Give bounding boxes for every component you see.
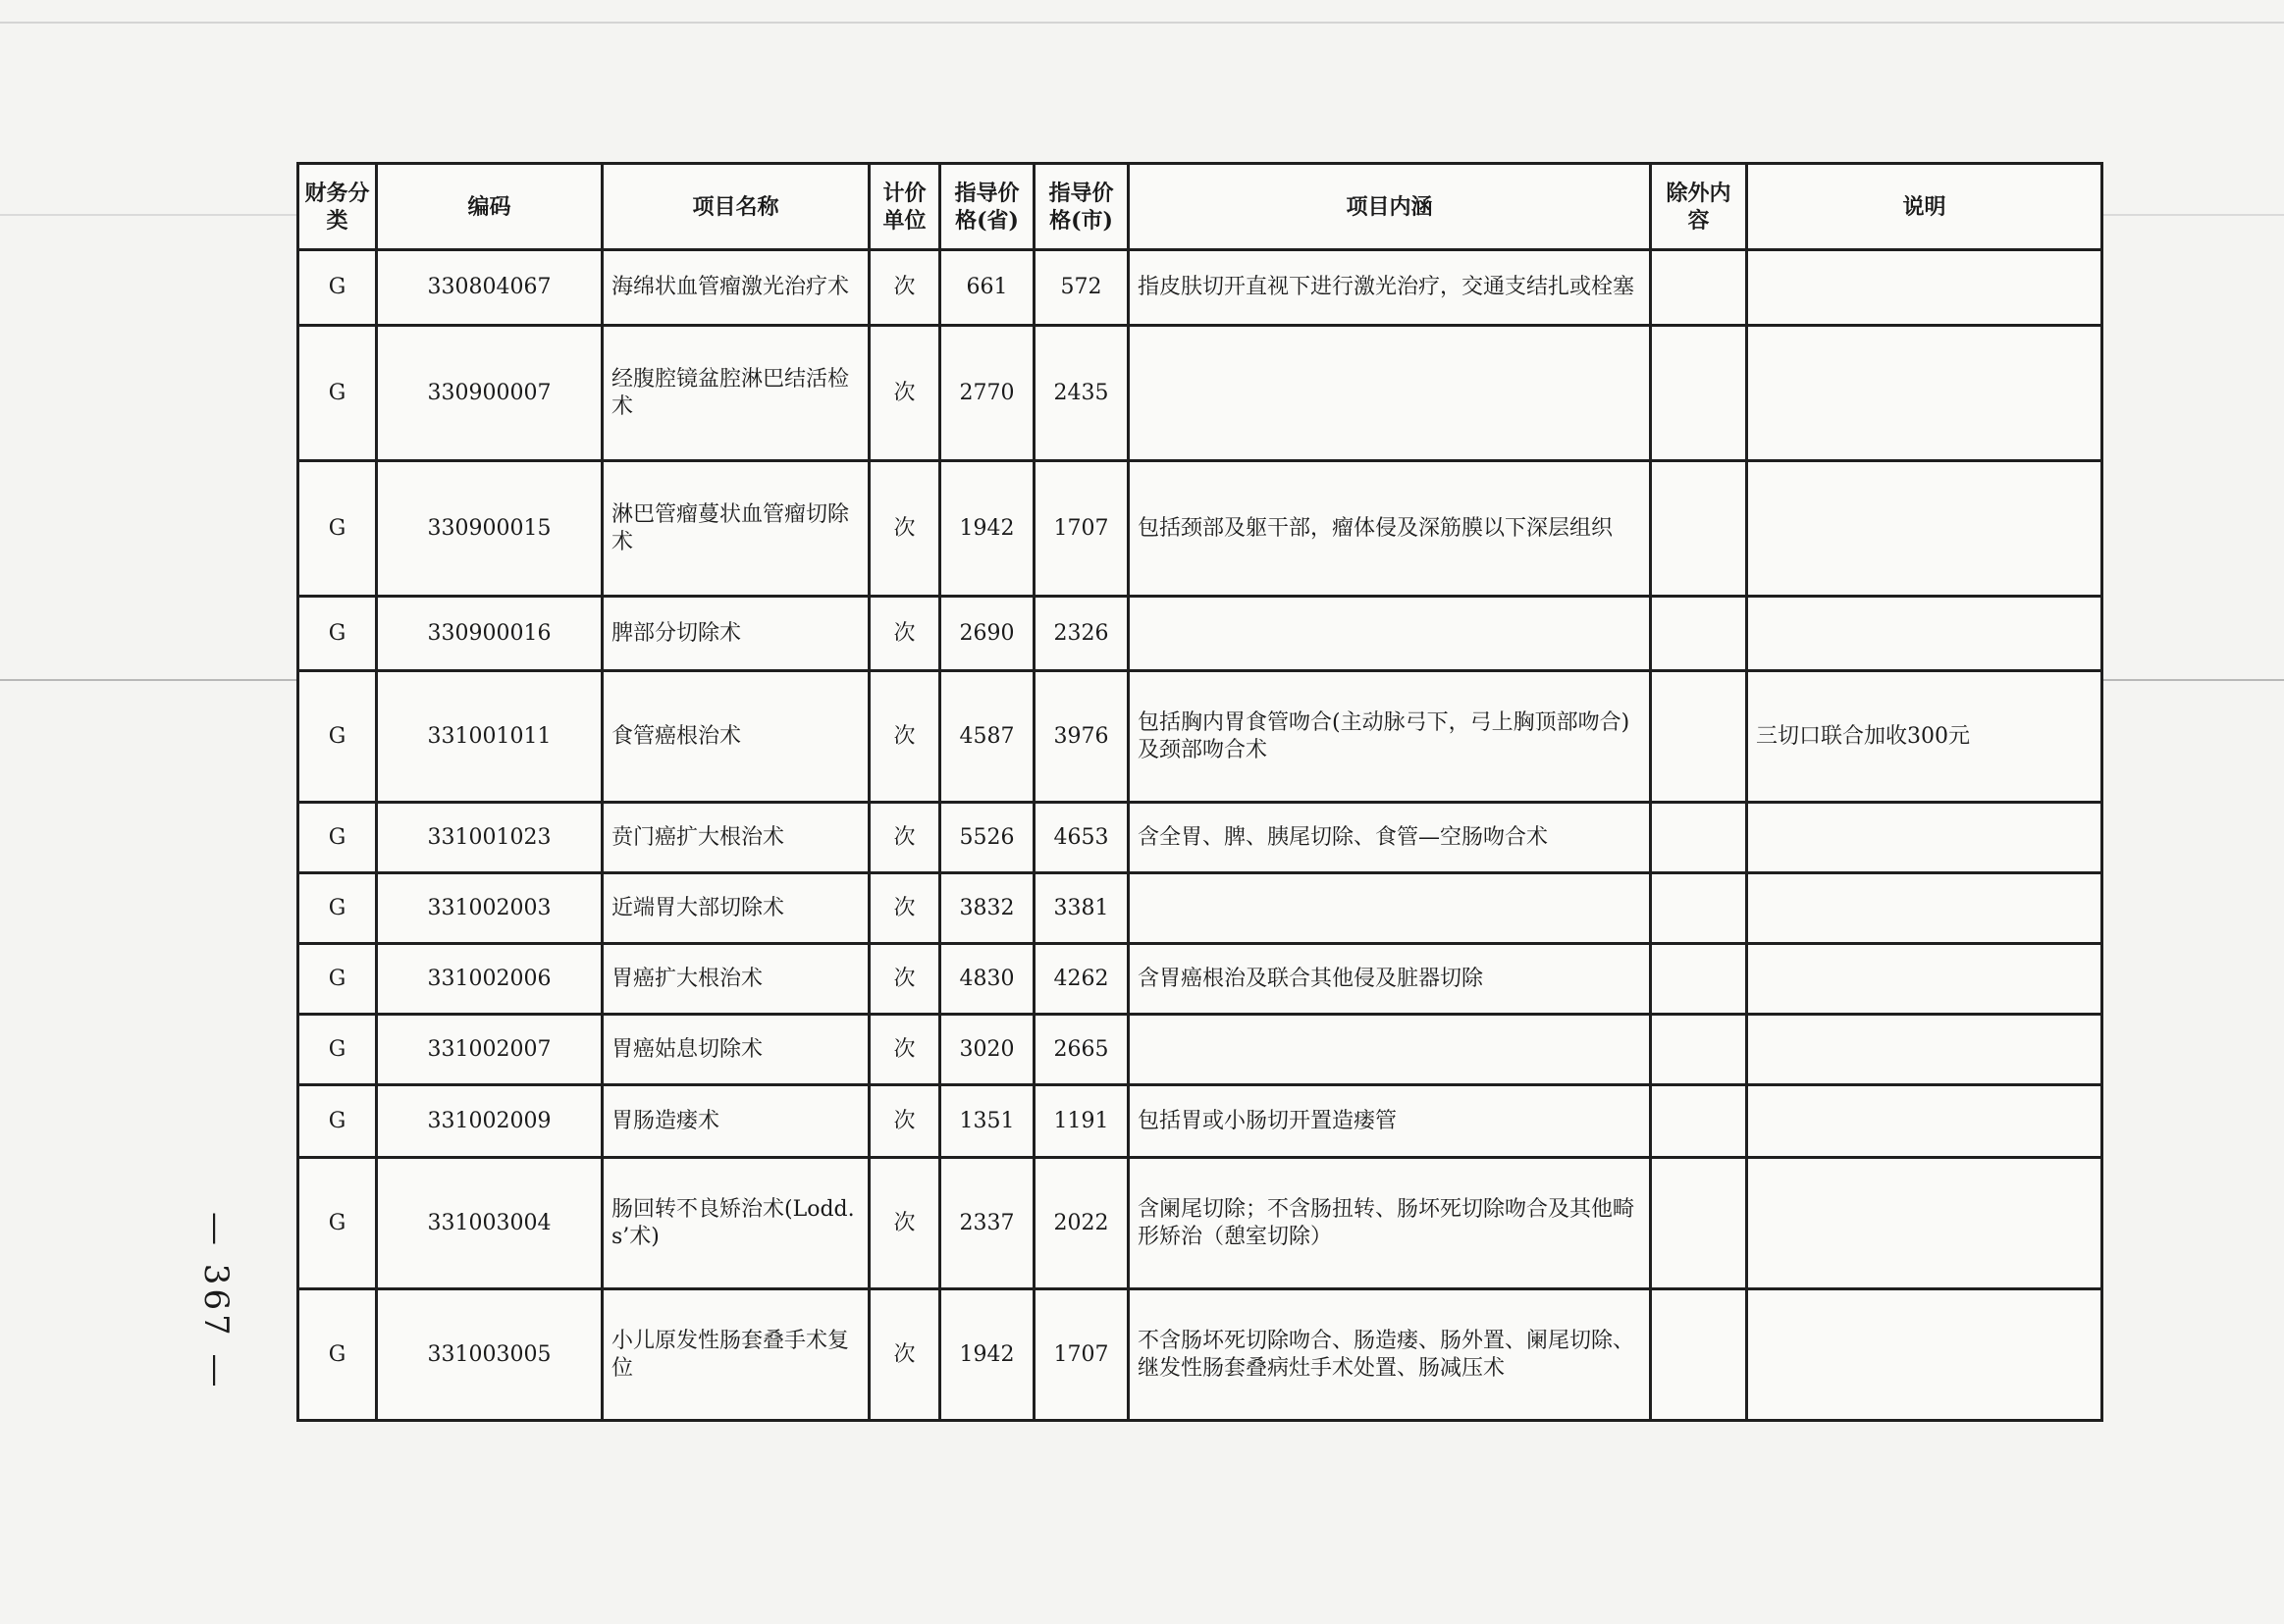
cell-code: 331003004 <box>377 1158 603 1289</box>
cell-content <box>1129 1015 1651 1085</box>
cell-category: G <box>298 1085 377 1158</box>
cell-exclusions <box>1651 250 1747 326</box>
cell-price-province: 2337 <box>940 1158 1035 1289</box>
cell-notes <box>1747 873 2102 944</box>
header-price-province: 指导价格(省) <box>940 164 1035 250</box>
header-content: 项目内涵 <box>1129 164 1651 250</box>
cell-exclusions <box>1651 1015 1747 1085</box>
cell-name: 脾部分切除术 <box>603 597 870 671</box>
cell-name: 贲门癌扩大根治术 <box>603 803 870 873</box>
cell-category: G <box>298 944 377 1015</box>
cell-notes: 三切口联合加收300元 <box>1747 671 2102 803</box>
cell-notes <box>1747 944 2102 1015</box>
cell-notes <box>1747 326 2102 461</box>
cell-price-city: 572 <box>1035 250 1129 326</box>
cell-price-city: 1191 <box>1035 1085 1129 1158</box>
cell-exclusions <box>1651 671 1747 803</box>
cell-price-province: 5526 <box>940 803 1035 873</box>
scan-artifact-line <box>0 22 2284 24</box>
cell-content: 含全胃、脾、胰尾切除、食管—空肠吻合术 <box>1129 803 1651 873</box>
cell-content: 包括颈部及躯干部，瘤体侵及深筋膜以下深层组织 <box>1129 461 1651 597</box>
cell-price-province: 1942 <box>940 461 1035 597</box>
cell-code: 331002003 <box>377 873 603 944</box>
cell-category: G <box>298 326 377 461</box>
table-row <box>298 803 2102 873</box>
cell-name: 胃肠造瘘术 <box>603 1085 870 1158</box>
cell-unit: 次 <box>870 461 940 597</box>
cell-code: 331001011 <box>377 671 603 803</box>
cell-unit: 次 <box>870 1158 940 1289</box>
cell-notes <box>1747 803 2102 873</box>
cell-content: 指皮肤切开直视下进行激光治疗，交通支结扎或栓塞 <box>1129 250 1651 326</box>
cell-exclusions <box>1651 803 1747 873</box>
cell-name: 肠回转不良矫治术(Lodd. s’术) <box>603 1158 870 1289</box>
cell-unit: 次 <box>870 803 940 873</box>
table-row <box>298 326 2102 461</box>
cell-exclusions <box>1651 944 1747 1015</box>
cell-code: 330900016 <box>377 597 603 671</box>
cell-price-province: 2690 <box>940 597 1035 671</box>
cell-code: 331002006 <box>377 944 603 1015</box>
cell-content <box>1129 326 1651 461</box>
cell-unit: 次 <box>870 326 940 461</box>
cell-price-city: 4262 <box>1035 944 1129 1015</box>
cell-price-province: 661 <box>940 250 1035 326</box>
cell-name: 近端胃大部切除术 <box>603 873 870 944</box>
cell-code: 330900007 <box>377 326 603 461</box>
table-row <box>298 597 2102 671</box>
cell-exclusions <box>1651 326 1747 461</box>
cell-unit: 次 <box>870 250 940 326</box>
cell-code: 330900015 <box>377 461 603 597</box>
cell-category: G <box>298 597 377 671</box>
cell-exclusions <box>1651 873 1747 944</box>
cell-price-province: 4587 <box>940 671 1035 803</box>
cell-content: 包括胃或小肠切开置造瘘管 <box>1129 1085 1651 1158</box>
cell-category: G <box>298 1015 377 1085</box>
cell-price-city: 1707 <box>1035 1289 1129 1421</box>
cell-name: 海绵状血管瘤激光治疗术 <box>603 250 870 326</box>
cell-exclusions <box>1651 1085 1747 1158</box>
cell-code: 331002009 <box>377 1085 603 1158</box>
cell-category: G <box>298 1158 377 1289</box>
table-row <box>298 671 2102 803</box>
header-name: 项目名称 <box>603 164 870 250</box>
cell-name: 胃癌扩大根治术 <box>603 944 870 1015</box>
header-unit: 计价单位 <box>870 164 940 250</box>
cell-notes <box>1747 1085 2102 1158</box>
cell-price-city: 4653 <box>1035 803 1129 873</box>
cell-category: G <box>298 671 377 803</box>
cell-price-province: 1351 <box>940 1085 1035 1158</box>
price-table <box>296 162 2103 1422</box>
cell-price-province: 4830 <box>940 944 1035 1015</box>
cell-content: 含胃癌根治及联合其他侵及脏器切除 <box>1129 944 1651 1015</box>
cell-content: 含阑尾切除；不含肠扭转、肠坏死切除吻合及其他畸形矫治（憩室切除） <box>1129 1158 1651 1289</box>
cell-price-city: 2022 <box>1035 1158 1129 1289</box>
cell-name: 经腹腔镜盆腔淋巴结活检术 <box>603 326 870 461</box>
cell-code: 330804067 <box>377 250 603 326</box>
cell-category: G <box>298 250 377 326</box>
table-header-row <box>298 164 2102 250</box>
cell-unit: 次 <box>870 597 940 671</box>
cell-price-city: 3381 <box>1035 873 1129 944</box>
table-row <box>298 1015 2102 1085</box>
header-category: 财务分类 <box>298 164 377 250</box>
cell-content <box>1129 873 1651 944</box>
cell-unit: 次 <box>870 671 940 803</box>
cell-name: 胃癌姑息切除术 <box>603 1015 870 1085</box>
table-row <box>298 1289 2102 1421</box>
cell-name: 小儿原发性肠套叠手术复位 <box>603 1289 870 1421</box>
header-exclusions: 除外内容 <box>1651 164 1747 250</box>
cell-content: 包括胸内胃食管吻合(主动脉弓下，弓上胸顶部吻合)及颈部吻合术 <box>1129 671 1651 803</box>
cell-category: G <box>298 1289 377 1421</box>
cell-unit: 次 <box>870 944 940 1015</box>
cell-notes <box>1747 1158 2102 1289</box>
cell-unit: 次 <box>870 873 940 944</box>
cell-notes <box>1747 1289 2102 1421</box>
cell-code: 331002007 <box>377 1015 603 1085</box>
table-row <box>298 873 2102 944</box>
cell-unit: 次 <box>870 1015 940 1085</box>
cell-price-province: 1942 <box>940 1289 1035 1421</box>
header-notes: 说明 <box>1747 164 2102 250</box>
cell-price-province: 3832 <box>940 873 1035 944</box>
cell-price-city: 1707 <box>1035 461 1129 597</box>
cell-price-province: 2770 <box>940 326 1035 461</box>
table-row <box>298 944 2102 1015</box>
cell-notes <box>1747 1015 2102 1085</box>
header-code: 编码 <box>377 164 603 250</box>
cell-name: 淋巴管瘤蔓状血管瘤切除术 <box>603 461 870 597</box>
cell-category: G <box>298 803 377 873</box>
page-number: — 367 — <box>196 1212 236 1391</box>
cell-price-province: 3020 <box>940 1015 1035 1085</box>
header-price-city: 指导价格(市) <box>1035 164 1129 250</box>
cell-price-city: 2326 <box>1035 597 1129 671</box>
cell-unit: 次 <box>870 1289 940 1421</box>
cell-notes <box>1747 461 2102 597</box>
cell-code: 331003005 <box>377 1289 603 1421</box>
cell-category: G <box>298 873 377 944</box>
cell-exclusions <box>1651 461 1747 597</box>
cell-content <box>1129 597 1651 671</box>
cell-unit: 次 <box>870 1085 940 1158</box>
cell-exclusions <box>1651 1158 1747 1289</box>
cell-code: 331001023 <box>377 803 603 873</box>
cell-notes <box>1747 250 2102 326</box>
table-row <box>298 461 2102 597</box>
cell-content: 不含肠坏死切除吻合、肠造瘘、肠外置、阑尾切除、继发性肠套叠病灶手术处置、肠减压术 <box>1129 1289 1651 1421</box>
cell-price-city: 3976 <box>1035 671 1129 803</box>
cell-name: 食管癌根治术 <box>603 671 870 803</box>
cell-category: G <box>298 461 377 597</box>
table-row <box>298 1085 2102 1158</box>
table-row <box>298 250 2102 326</box>
cell-exclusions <box>1651 1289 1747 1421</box>
cell-price-city: 2435 <box>1035 326 1129 461</box>
cell-exclusions <box>1651 597 1747 671</box>
cell-notes <box>1747 597 2102 671</box>
table-row <box>298 1158 2102 1289</box>
cell-price-city: 2665 <box>1035 1015 1129 1085</box>
